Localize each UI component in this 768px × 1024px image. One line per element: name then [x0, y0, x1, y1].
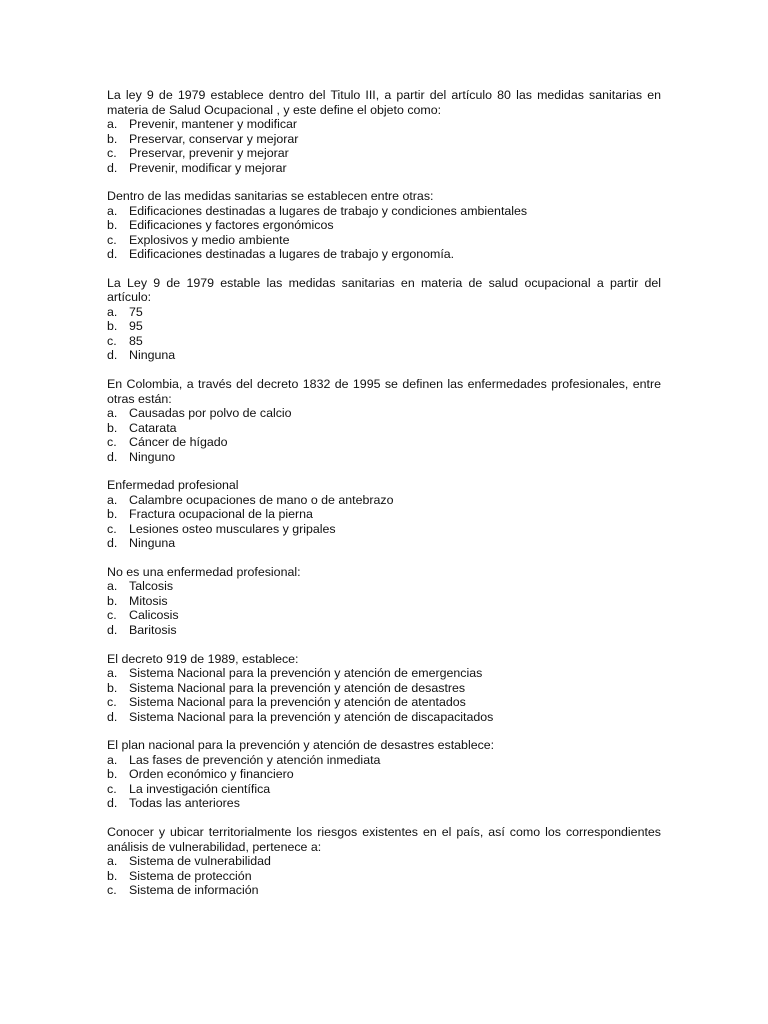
- answer-option: [107, 348, 661, 363]
- option-text: Preservar, conservar y mejorar: [129, 131, 299, 146]
- question-block: [107, 88, 661, 175]
- option-letter: b.: [107, 680, 118, 695]
- option-letter: d.: [107, 709, 118, 724]
- option-text: 85: [129, 333, 143, 348]
- option-text: Baritosis: [129, 622, 177, 637]
- option-text: Prevenir, mantener y modificar: [129, 117, 298, 131]
- answer-option: [107, 161, 661, 176]
- option-letter: b.: [107, 218, 118, 233]
- option-text: La investigación científica: [129, 781, 271, 796]
- answer-options: [107, 753, 661, 811]
- option-letter: d.: [107, 449, 118, 464]
- option-letter: c.: [107, 781, 117, 796]
- option-letter: a.: [107, 406, 118, 421]
- option-letter: d.: [107, 348, 118, 363]
- option-letter: c.: [107, 521, 117, 536]
- answer-option: [107, 406, 661, 421]
- option-text: Prevenir, modificar y mejorar: [129, 160, 287, 175]
- option-text: Edificaciones y factores ergonómicos: [129, 218, 334, 233]
- option-text: Sistema de información: [129, 883, 259, 897]
- option-text: Mitosis: [129, 593, 168, 608]
- option-text: Sistema de vulnerabilidad: [129, 854, 271, 868]
- option-text: Edificaciones destinadas a lugares de trabajo y ergonomía.: [129, 247, 455, 262]
- answer-option: [107, 247, 661, 262]
- question-block: [107, 189, 661, 262]
- option-letter: c.: [107, 232, 117, 247]
- option-text: 95: [129, 319, 143, 334]
- option-letter: c.: [107, 608, 117, 623]
- option-letter: c.: [107, 883, 117, 897]
- answer-options: [107, 854, 661, 898]
- answer-option: [107, 579, 661, 594]
- answer-option: [107, 869, 661, 884]
- answer-option: [107, 493, 661, 508]
- answer-option: [107, 666, 661, 681]
- option-text: Sistema Nacional para la prevención y atención de atentados: [129, 695, 466, 710]
- option-text: Explosivos y medio ambiente: [129, 232, 290, 247]
- option-text: Calambre ocupaciones de mano o de antebrazo: [129, 492, 394, 507]
- answer-options: [107, 579, 661, 637]
- option-letter: a.: [107, 854, 118, 868]
- question-block: [107, 478, 661, 551]
- option-letter: c.: [107, 435, 117, 450]
- answer-option: [107, 608, 661, 623]
- question-stem: No es una enfermedad profesional:: [107, 564, 301, 579]
- option-letter: b.: [107, 507, 118, 522]
- answer-option: [107, 146, 661, 161]
- answer-option: [107, 767, 661, 782]
- question-stem: Conocer y ubicar territorialmente los riesgos existentes en el país, así como los correspondientes análisis de vulnerabilidad, pertenece a:: [107, 825, 661, 854]
- answer-options: [107, 204, 661, 262]
- option-letter: b.: [107, 767, 118, 782]
- answer-option: [107, 117, 661, 132]
- option-text: Lesiones osteo musculares y gripales: [129, 521, 336, 536]
- question-stem: En Colombia, a través del decreto 1832 de 1995 se definen las enfermedades profesionales, entre otras están:: [107, 377, 661, 406]
- answer-option: [107, 536, 661, 551]
- option-letter: b.: [107, 420, 118, 435]
- option-letter: a.: [107, 579, 118, 594]
- answer-option: [107, 695, 661, 710]
- answer-option: [107, 132, 661, 147]
- answer-option: [107, 594, 661, 609]
- question-block: [107, 377, 661, 464]
- answer-option: [107, 854, 661, 869]
- question-stem: La ley 9 de 1979 establece dentro del Titulo III, a partir del artículo 80 las medidas sanitarias en materia de Salud Ocupacional , y este define el objeto como:: [107, 88, 661, 117]
- option-letter: b.: [107, 593, 118, 608]
- option-text: Calicosis: [129, 608, 179, 623]
- option-text: Preservar, prevenir y mejorar: [129, 146, 289, 160]
- option-text: Cáncer de hígado: [129, 435, 228, 450]
- question-block: [107, 652, 661, 725]
- question-stem: Dentro de las medidas sanitarias se establecen entre otras:: [107, 189, 434, 204]
- question-stem: Enfermedad profesional: [107, 478, 239, 493]
- option-text: Las fases de prevención y atención inmediata: [129, 752, 381, 767]
- answer-option: [107, 319, 661, 334]
- answer-option: [107, 450, 661, 465]
- answer-option: [107, 883, 661, 898]
- answer-option: [107, 435, 661, 450]
- answer-option: [107, 218, 661, 233]
- option-letter: a.: [107, 304, 118, 319]
- option-letter: a.: [107, 117, 118, 131]
- question-block: [107, 276, 661, 363]
- option-letter: a.: [107, 203, 118, 218]
- option-letter: d.: [107, 796, 118, 811]
- option-text: Sistema de protección: [129, 868, 252, 883]
- answer-options: [107, 406, 661, 464]
- option-text: Ninguna: [129, 348, 176, 363]
- answer-options: [107, 666, 661, 724]
- answer-options: [107, 493, 661, 551]
- option-text: Sistema Nacional para la prevención y atención de desastres: [129, 680, 466, 695]
- answer-options: [107, 117, 661, 175]
- option-text: Catarata: [129, 420, 177, 435]
- answer-option: [107, 796, 661, 811]
- option-letter: b.: [107, 131, 118, 146]
- question-stem: La Ley 9 de 1979 estable las medidas sanitarias en materia de salud ocupacional a partir del artículo:: [107, 275, 661, 305]
- answer-option: [107, 681, 661, 696]
- option-text: 75: [129, 304, 143, 319]
- question-block: [107, 738, 661, 811]
- option-letter: d.: [107, 247, 118, 262]
- option-text: Todas las anteriores: [129, 796, 240, 811]
- answer-option: [107, 305, 661, 320]
- option-letter: b.: [107, 319, 118, 334]
- answer-option: [107, 522, 661, 537]
- answer-option: [107, 233, 661, 248]
- answer-option: [107, 507, 661, 522]
- option-letter: b.: [107, 868, 118, 883]
- answer-option: [107, 334, 661, 349]
- answer-option: [107, 421, 661, 436]
- answer-option: [107, 753, 661, 768]
- option-letter: a.: [107, 666, 118, 681]
- option-text: Orden económico y financiero: [129, 767, 294, 782]
- option-text: Talcosis: [129, 579, 174, 594]
- question-stem: El plan nacional para la prevención y atención de desastres establece:: [107, 738, 495, 753]
- option-letter: d.: [107, 160, 118, 175]
- question-stem: El decreto 919 de 1989, establece:: [107, 651, 299, 666]
- option-text: Causadas por polvo de calcio: [129, 406, 292, 421]
- option-text: Sistema Nacional para la prevención y atención de discapacitados: [129, 709, 494, 724]
- option-letter: c.: [107, 333, 117, 348]
- question-block: [107, 565, 661, 638]
- option-letter: d.: [107, 536, 118, 551]
- option-letter: a.: [107, 752, 118, 767]
- option-letter: d.: [107, 622, 118, 637]
- option-text: Ninguno: [129, 449, 176, 464]
- answer-option: [107, 623, 661, 638]
- option-text: Edificaciones destinadas a lugares de trabajo y condiciones ambientales: [129, 203, 528, 218]
- question-block: [107, 825, 661, 898]
- option-text: Ninguna: [129, 536, 176, 551]
- option-letter: c.: [107, 695, 117, 710]
- answer-option: [107, 204, 661, 219]
- option-letter: c.: [107, 146, 117, 160]
- answer-option: [107, 710, 661, 725]
- option-text: Sistema Nacional para la prevención y atención de emergencias: [129, 666, 483, 681]
- option-letter: a.: [107, 492, 118, 507]
- answer-options: [107, 305, 661, 363]
- option-text: Fractura ocupacional de la pierna: [129, 507, 313, 522]
- document-page: [107, 88, 661, 912]
- answer-option: [107, 782, 661, 797]
